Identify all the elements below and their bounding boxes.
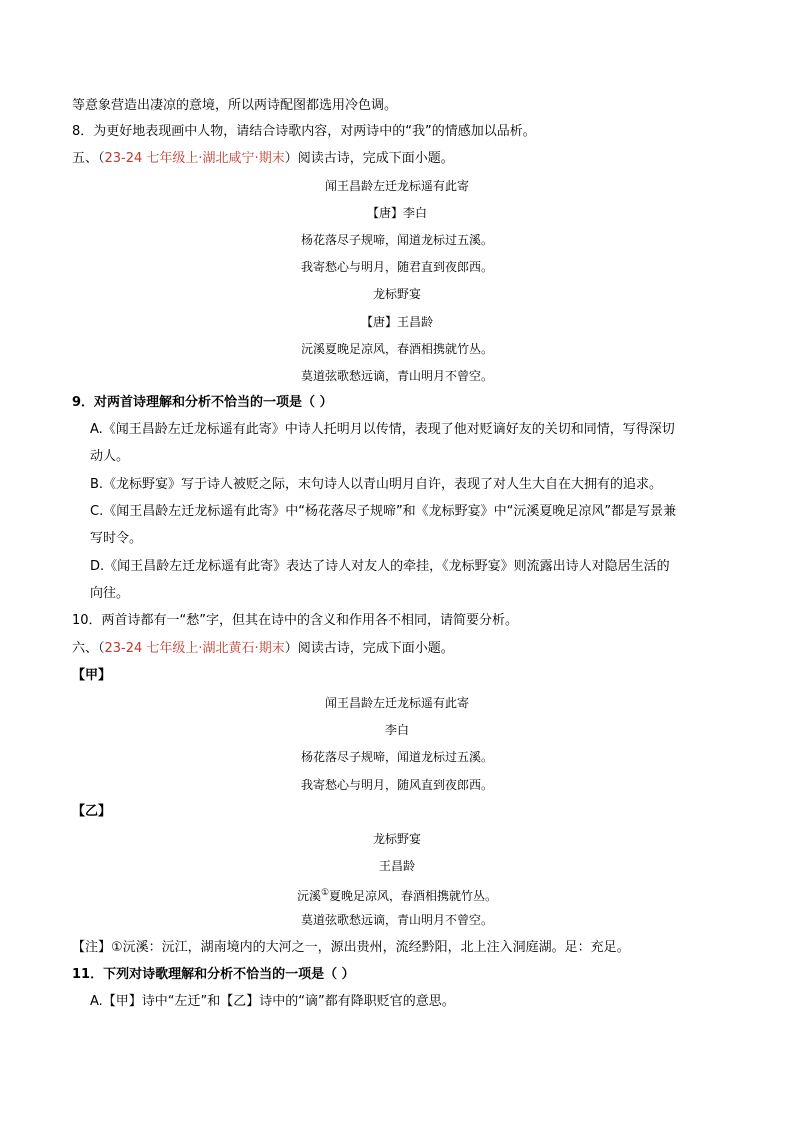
question-9-option-d: D.《闻王昌龄左迁龙标遥有此寄》表达了诗人对友人的牵挂，《龙标野宴》则流露出诗人对隐居生活的 [90,559,670,574]
poem-1-line-1: 杨花落尽子规啼，闻道龙标过五溪。 [300,233,493,247]
question-9-option-b: B.《龙标野宴》写于诗人被贬之际，末句诗人以青山明月自许，表现了对人生大自在大拥有的追求。 [90,477,663,492]
section-6-number: 六、（ [72,641,105,656]
poem-2-title: 龙标野宴 [372,287,421,301]
poem-2-line-1: 沅溪夏晚足凉风，春酒相携就竹丛。 [300,342,493,356]
question-10: 10．两首诗都有一“愁”字，但其在诗中的含义和作用各不相同，请简要分析。 [72,613,519,628]
question-8: 8．为更好地表现画中人物，请结合诗歌内容，对两诗中的“我”的情感加以品析。 [72,124,536,139]
question-11-stem: 11．下列对诗歌理解和分析不恰当的一项是（ ） [72,967,355,982]
poem-3-line-1: 杨花落尽子规啼，闻道龙标过五溪。 [300,750,493,764]
poem-4-line-1-rest: 夏晚足凉风，春酒相携就竹丛。 [329,889,498,903]
poem-2-author: 【唐】王昌龄 [360,315,433,329]
poem-3-title: 闻王昌龄左迁龙标遥有此寄 [324,696,469,710]
poem-3-author: 李白 [384,723,409,737]
footnote: 【注】①沅溪：沅江，湖南境内的大河之一，源出贵州，流经黔阳，北上注入洞庭湖。足：充足。 [72,940,630,955]
poem-4-line-2: 莫道弦歌愁远谪，青山明月不曾空。 [300,913,493,927]
poem-1-title: 闻王昌龄左迁龙标遥有此寄 [324,179,469,193]
poem-2-line-2: 莫道弦歌愁远谪，青山明月不曾空。 [300,369,493,383]
poem-4-title: 龙标野宴 [372,832,421,846]
question-9-option-c: C.《闻王昌龄左迁龙标遥有此寄》中“杨花落尽子规啼”和《龙标野宴》中“沅溪夏晚足凉风”都是写景兼 [90,504,677,519]
poem-4-line-1-start: 沅溪 [296,889,321,903]
section-5-number: 五、（ [72,151,105,166]
question-9-option-d-cont: 向往。 [90,586,130,601]
poem-1-line-2: 我寄愁心与明月，随君直到夜郎西。 [300,260,493,274]
section-5-instruction: ）阅读古诗，完成下面小题。 [284,151,454,166]
question-11-option-a: A.【甲】诗中“左迁”和【乙】诗中的“谪”都有降职贬官的意思。 [90,994,455,1009]
section-5-heading [72,150,454,168]
poem-yi-label: 【乙】 [72,804,112,819]
question-9-option-a: A.《闻王昌龄左迁龙标遥有此寄》中诗人托明月以传情，表现了他对贬谪好友的关切和同情，写得深切 [90,422,675,437]
footnote-marker: ① [320,888,330,898]
question-9-stem: 9．对两首诗理解和分析不恰当的一项是（ ） [72,395,333,410]
question-9-option-c-cont: 写时令。 [90,531,143,546]
poem-4-line-1 [0,884,794,905]
section-6-instruction: ）阅读古诗，完成下面小题。 [284,641,454,656]
poem-4-author: 王昌龄 [378,859,415,873]
poem-jia-label: 【甲】 [72,668,112,683]
section-5-source: 23-24 七年级上·湖北咸宁·期末 [104,151,285,166]
question-9-option-a-cont: 动人。 [90,449,130,464]
section-6-heading [72,640,454,658]
poem-3-line-2: 我寄愁心与明月，随风直到夜郎西。 [300,778,493,792]
poem-1-author: 【唐】李白 [366,206,427,220]
section-6-source: 23-24 七年级上·湖北黄石·期末 [104,641,285,656]
intro-line: 等意象营造出凄凉的意境，所以两诗配图都选用冷色调。 [72,98,398,113]
